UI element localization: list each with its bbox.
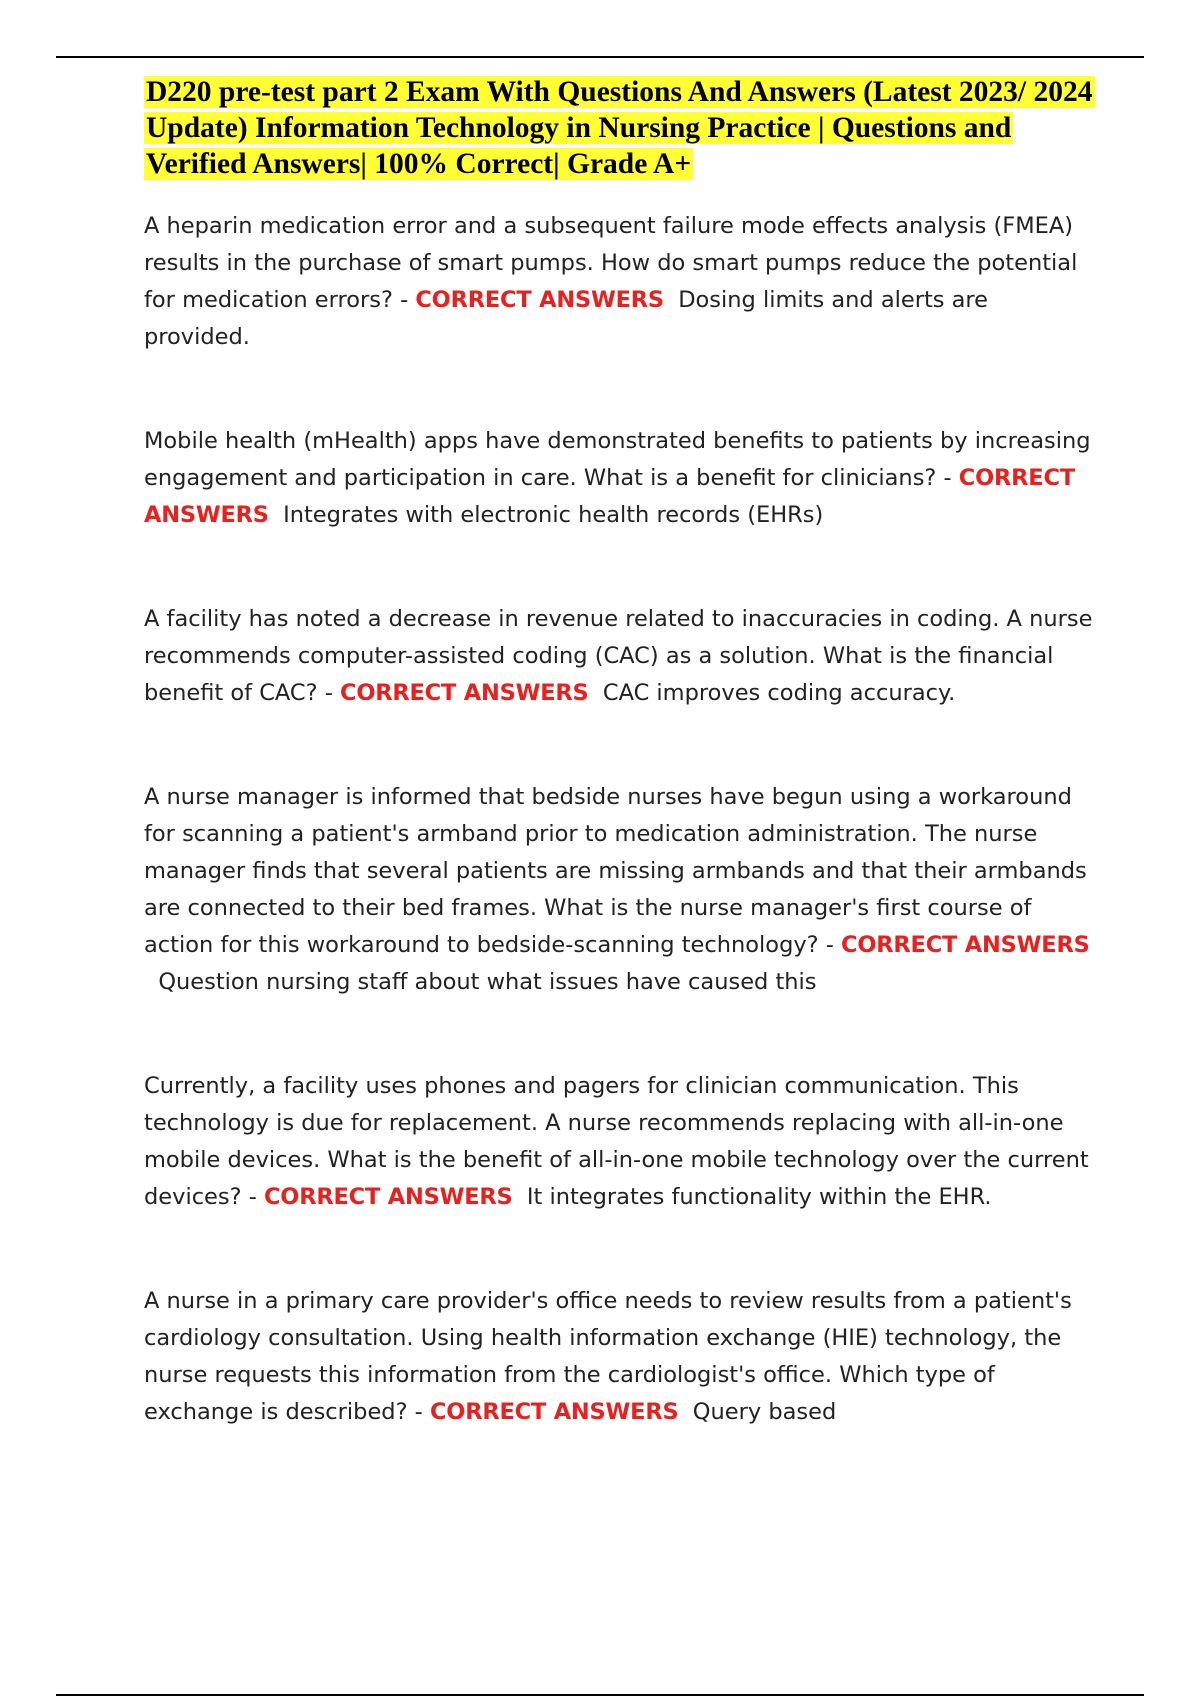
question-text: A facility has noted a decrease in revenue related to inaccuracies in coding. A nurse recommends computer-assisted coding (CAC) as a solution. What is the financial benefit of CAC? - [144,606,1093,706]
correct-answers-label: CORRECT ANSWERS [264,1184,513,1210]
qa-item-6 [144,1283,1094,1431]
title-highlight: D220 pre-test part 2 Exam With Questions And Answers (Latest 2023/ 2024 Update) Information Technology in Nursing Practice | Questions and Verified Answers| 100% Correct| Grade A+ [146,76,1093,180]
question-text: A nurse in a primary care provider's office needs to review results from a patient's cardiology consultation. Using health information exchange (HIE) technology, the nurse requests this information from the cardiologist's office. Which type of exchange is described? - [144,1288,1072,1425]
question-text: Currently, a facility uses phones and pagers for clinician communication. This technology is due for replacement. A nurse recommends replacing with all-in-one mobile devices. What is the benefit of all-in-one mobile technology over the current devices? - [144,1073,1089,1210]
question-text: Mobile health (mHealth) apps have demonstrated benefits to patients by increasing engagement and participation in care. What is a benefit for clinicians? - [144,428,1091,491]
question-text: A nurse manager is informed that bedside nurses have begun using a workaround for scanning a patient's armband prior to medication administration. The nurse manager finds that several patients are missing armbands and that their armbands are connected to their bed frames. What is the nurse manager's first course of action for this workaround to bedside-scanning technology? - [144,784,1087,958]
correct-answers-label: CORRECT ANSWERS [144,465,1075,528]
qa-item-5 [144,1068,1094,1216]
qa-item-3 [144,601,1094,712]
correct-answers-label: CORRECT ANSWERS [415,287,664,313]
answer-text: Integrates with electronic health records (EHRs) [283,502,824,528]
answer-text: It integrates functionality within the EHR. [526,1184,992,1210]
bottom-rule [56,1694,1144,1696]
correct-answers-label: CORRECT ANSWERS [841,932,1090,958]
correct-answers-label: CORRECT ANSWERS [429,1399,679,1425]
document-body [144,74,1094,1431]
question-text: A heparin medication error and a subsequent failure mode effects analysis (FMEA) results in the purchase of smart pumps. How do smart pumps reduce the potential for medication errors? - [144,213,1078,313]
answer-text: CAC improves coding accuracy. [602,680,956,706]
correct-answers-label: CORRECT ANSWERS [340,680,589,706]
answer-text: Question nursing staff about what issues have caused this [158,969,817,995]
top-rule [56,56,1144,58]
qa-item-1 [144,208,1094,356]
document-title [144,74,1094,182]
qa-item-2 [144,423,1094,534]
answer-text: Dosing limits and alerts are provided. [144,287,989,350]
qa-item-4 [144,779,1094,1001]
answer-text: Query based [692,1399,837,1425]
